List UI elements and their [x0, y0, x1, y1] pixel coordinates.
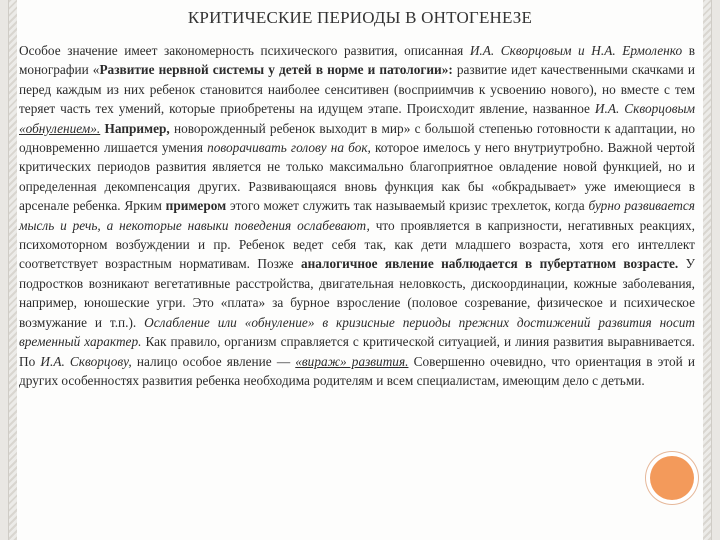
example-word: примером: [165, 198, 227, 214]
for-example: Например,: [104, 120, 170, 136]
author-reference-2: И.А. Скворцову,: [40, 353, 132, 369]
text-span: этого может служить так называемый кризис трехлеток, когда: [226, 198, 589, 214]
weakening-statement: Ослабление или «обнуление» в кризисные периоды прежних достижений развития носит временный характер.: [19, 314, 695, 350]
right-decorative-stripe: [703, 0, 711, 540]
text-span: новорожденный ребенок выходит в мир» с большой степенью готовности к адаптации, но одновременно лишается умения: [19, 120, 695, 156]
text-span: развитие идет качественными скачками и перед каждым из них ребенок становится наиболее сенситивен (восприимчив к усвоению нового), но вместе с тем теряет часть тех умений, которые приобретены на идущем этапе. Происходит явление, названное: [19, 62, 696, 117]
text-span: которое имелось у него внутриутробно. Важной чертой критических периодов развития является не только максимально благоприятное овладение новой функцией, но и определенная декомпенсация других. Развивающаяся вновь функция как бы «обкрадывает» уже имеющиеся в арсенале ребенка. Ярким: [19, 140, 695, 214]
author-reference: И.А. Скворцовым: [594, 101, 695, 117]
slide-title: КРИТИЧЕСКИЕ ПЕРИОДЫ В ОНТОГЕНЕЗЕ: [187, 8, 533, 27]
slide: [8, 0, 712, 540]
text-span: Как правило, организм справляется с критической ситуацией, и линия развития выравнивается. По: [19, 334, 695, 369]
text-span: Совершенно очевидно, что ориентация в этой и других особенностях развития ребенка необходима родителям и всем специалистам, имеющим дело с детьми.: [19, 353, 696, 388]
reset-term: «обнулением».: [19, 120, 101, 136]
text-span: что проявляется в капризности, негативных реакциях, психомоторном возбуждении и пр. Ребенок ведет себя так, как дети младшего возраста, хотя его интеллект соответствует возрастным нормативам. Позже: [19, 217, 695, 272]
text-span: Особое значение имеет закономерность психического развития, описанная: [19, 43, 470, 58]
crisis-description: бурно развивается мысль и речь, а некоторые навыки поведения ослабевают,: [19, 198, 695, 233]
decorative-circle-icon: [650, 456, 694, 500]
text-span: У подростков возникают вегетативные расстройства, двигательная неловкость, дискоординации, кожные заболевания, например, юношеские угри. Это «плата» за бурное взросление (половое созревание, физическое и психическое возмужание и т.п.).: [19, 256, 695, 330]
analogous-phenomenon: аналогичное явление наблюдается в пубертатном возрасте.: [300, 256, 679, 272]
head-skill: поворачивать голову на бок,: [207, 140, 371, 156]
monograph-title: Развитие нервной системы у детей в норме и патологии»:: [99, 62, 453, 78]
body-text: [19, 41, 695, 390]
text-span: налицо особое явление —: [131, 353, 296, 369]
authors: И.А. Скворцовым и Н.А. Ермоленко: [469, 43, 683, 58]
left-decorative-stripe: [9, 0, 17, 540]
text-span: в монографии «: [19, 43, 695, 78]
development-bend: «вираж» развития.: [295, 353, 409, 369]
